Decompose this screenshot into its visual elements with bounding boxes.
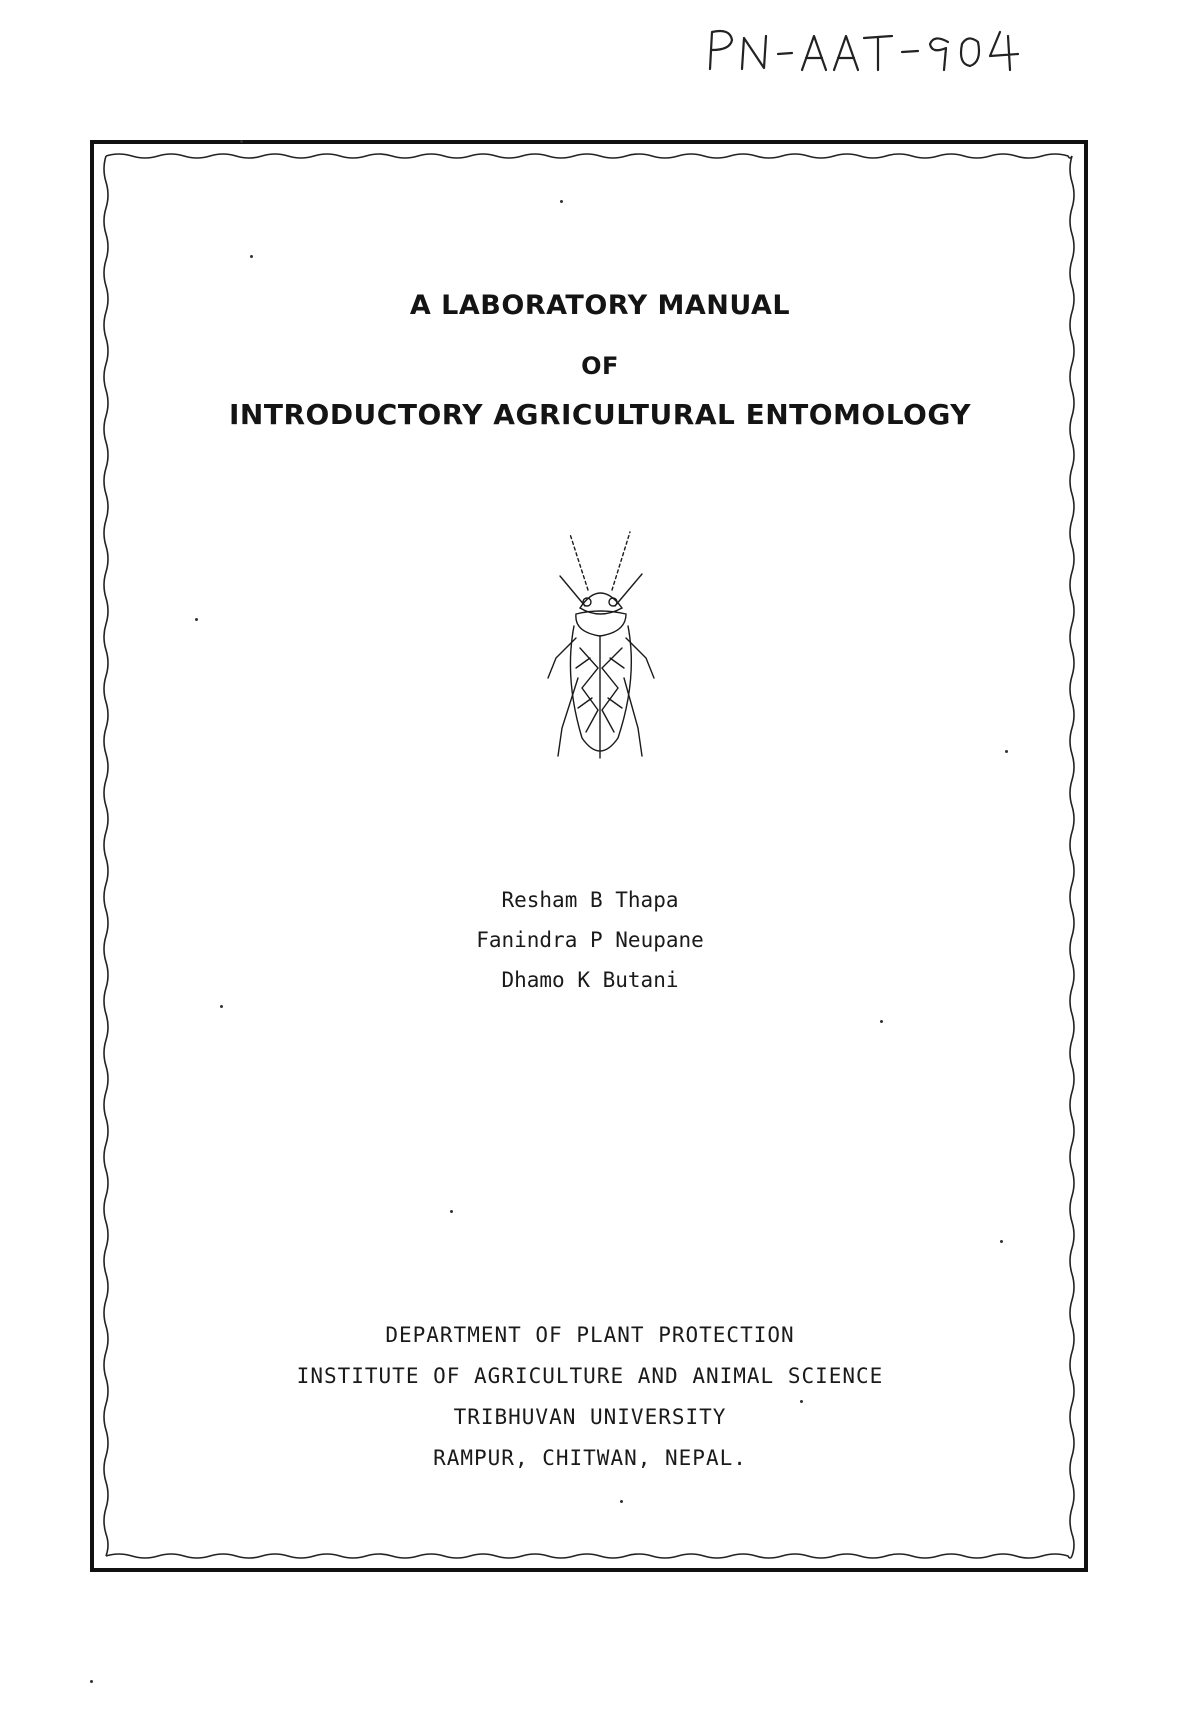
- institution-block: [200, 1315, 980, 1479]
- university-line: TRIBHUVAN UNIVERSITY: [453, 1405, 727, 1429]
- handwritten-reference-number: [700, 14, 1060, 84]
- department-line: DEPARTMENT OF PLANT PROTECTION: [385, 1323, 795, 1347]
- author-name: Fanindra P Neupane: [476, 928, 704, 952]
- title-line-2: OF: [581, 352, 619, 380]
- institute-line: INSTITUTE OF AGRICULTURE AND ANIMAL SCIENCE: [296, 1364, 884, 1388]
- leafhopper-illustration: [530, 528, 670, 773]
- title-line-1: A LABORATORY MANUAL: [409, 290, 791, 321]
- authors-list: [380, 880, 800, 1000]
- location-line: RAMPUR, CHITWAN, NEPAL.: [433, 1446, 747, 1470]
- title-line-3: INTRODUCTORY AGRICULTURAL ENTOMOLOGY: [229, 398, 971, 431]
- author-name: Dhamo K Butani: [501, 968, 679, 992]
- author-name: Resham B Thapa: [501, 888, 679, 912]
